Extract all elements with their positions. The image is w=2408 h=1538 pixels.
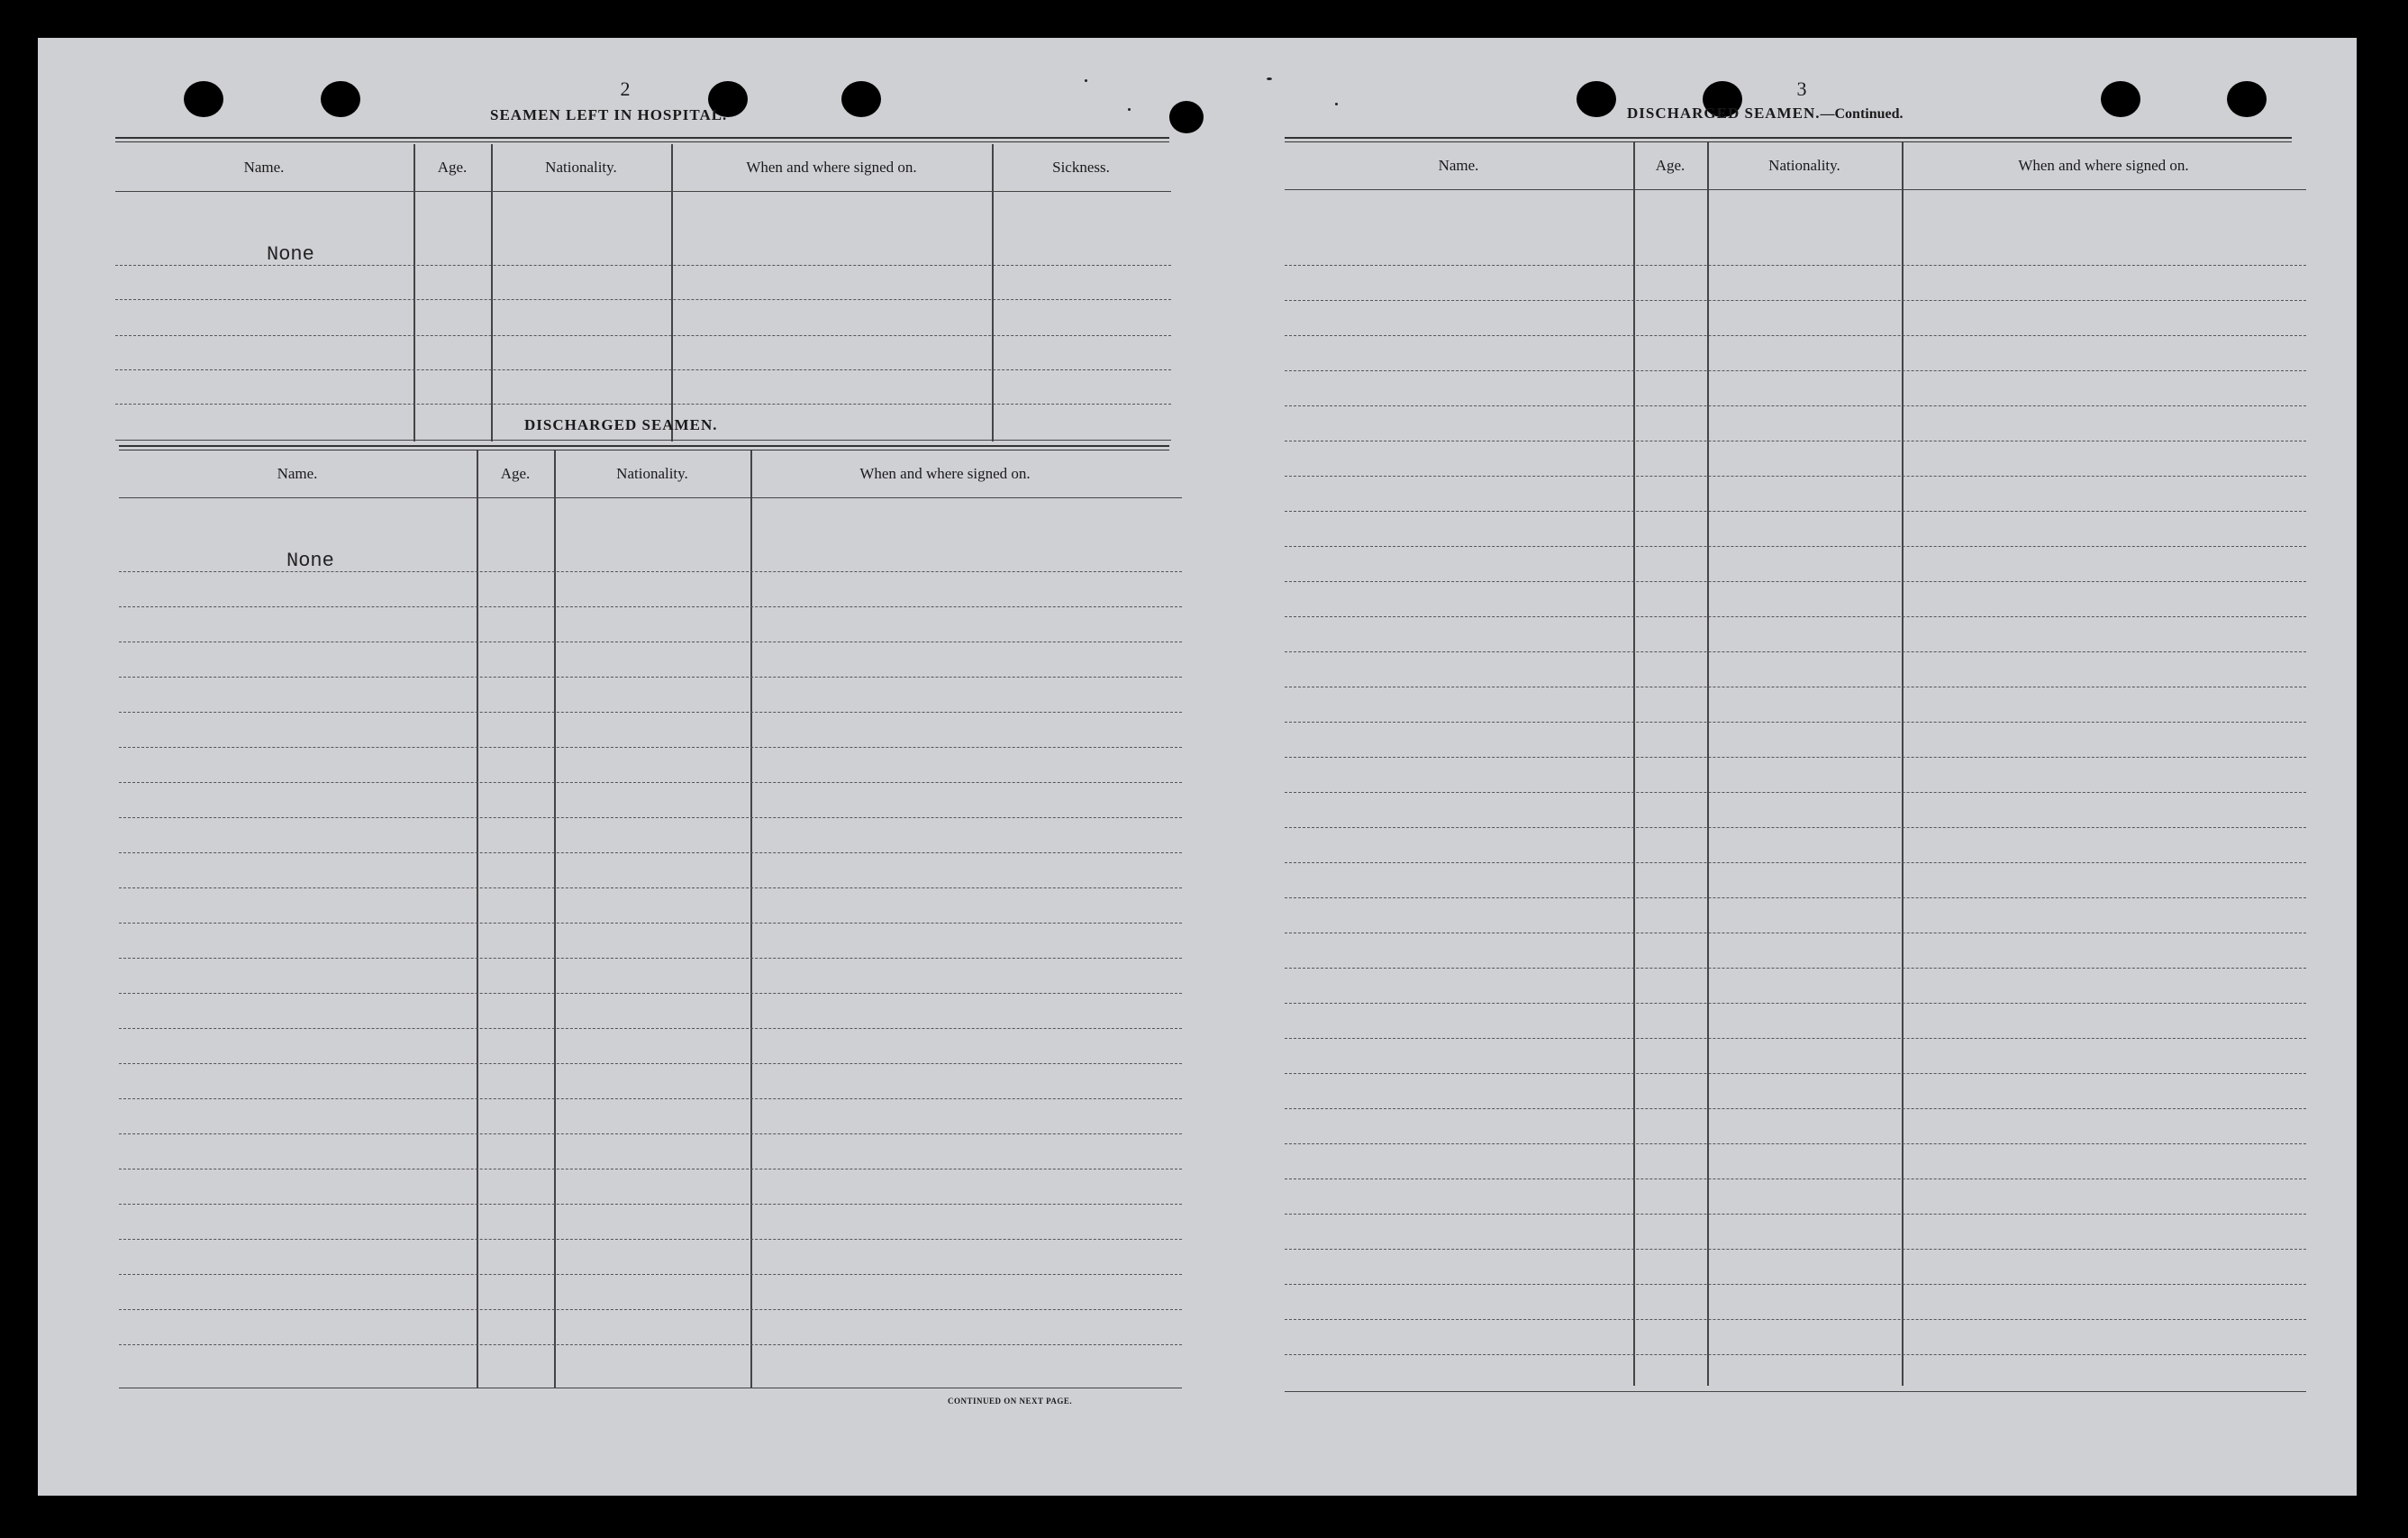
column-header-age: Age. bbox=[500, 465, 531, 482]
column-divider bbox=[1902, 142, 1904, 1386]
row-line bbox=[115, 369, 1171, 370]
column-header-signed-on: When and where signed on. bbox=[859, 465, 1031, 482]
row-line bbox=[119, 1309, 1182, 1310]
row-line bbox=[119, 1028, 1182, 1029]
row-line bbox=[1285, 405, 2306, 406]
row-line bbox=[119, 993, 1182, 994]
row-line bbox=[1285, 581, 2306, 582]
row-line bbox=[1285, 1038, 2306, 1039]
punch-hole bbox=[184, 81, 223, 117]
row-line bbox=[1285, 1108, 2306, 1109]
row-line bbox=[119, 747, 1182, 748]
discharged-table-right bbox=[1285, 142, 2306, 1395]
row-line bbox=[119, 1344, 1182, 1345]
row-line bbox=[1285, 651, 2306, 652]
row-line bbox=[119, 1239, 1182, 1240]
column-header-name: Name. bbox=[1438, 157, 1479, 174]
column-header-sickness: Sickness. bbox=[1052, 159, 1110, 176]
column-divider bbox=[1707, 142, 1709, 1386]
row-line bbox=[119, 887, 1182, 888]
speck bbox=[1085, 79, 1087, 82]
row-line bbox=[119, 712, 1182, 713]
discharged-continued-title bbox=[1627, 105, 1904, 123]
punch-hole bbox=[841, 81, 881, 117]
punch-hole bbox=[1169, 101, 1204, 133]
column-header-nationality: Nationality. bbox=[545, 159, 617, 176]
row-line bbox=[119, 571, 1182, 572]
column-divider bbox=[671, 144, 673, 441]
column-divider bbox=[1633, 142, 1635, 1386]
row-line bbox=[1285, 265, 2306, 266]
hospital-section-title: SEAMEN LEFT IN HOSPITAL. bbox=[490, 106, 728, 123]
discharged-top-rule bbox=[119, 445, 1169, 447]
continued-note: CONTINUED ON NEXT PAGE. bbox=[948, 1397, 1073, 1406]
row-line bbox=[1285, 370, 2306, 371]
speck bbox=[1335, 103, 1338, 105]
row-line bbox=[119, 1098, 1182, 1099]
row-line bbox=[1285, 1249, 2306, 1250]
row-line bbox=[1285, 335, 2306, 336]
hospital-top-rule bbox=[115, 137, 1169, 139]
column-header-name: Name. bbox=[243, 159, 285, 176]
row-line bbox=[1285, 757, 2306, 758]
row-line bbox=[1285, 546, 2306, 547]
column-header-nationality: Nationality. bbox=[1768, 157, 1840, 174]
row-line bbox=[115, 299, 1171, 300]
column-divider bbox=[992, 144, 994, 441]
column-divider bbox=[477, 450, 478, 1388]
row-line bbox=[1285, 616, 2306, 617]
row-line bbox=[119, 1133, 1182, 1134]
discharged-table-left bbox=[119, 450, 1182, 1388]
row-line bbox=[1285, 722, 2306, 723]
row-line bbox=[1285, 1143, 2306, 1144]
hospital-table bbox=[115, 144, 1171, 441]
table-bottom-rule bbox=[115, 440, 1171, 441]
row-line bbox=[1285, 1073, 2306, 1074]
column-header-signed-on: When and where signed on. bbox=[2018, 157, 2189, 174]
row-line bbox=[1285, 1284, 2306, 1285]
row-line bbox=[1285, 1319, 2306, 1320]
column-header-age: Age. bbox=[437, 159, 468, 176]
row-line bbox=[1285, 511, 2306, 512]
typed-entry: None bbox=[267, 243, 314, 266]
speck bbox=[1128, 108, 1131, 111]
row-line bbox=[119, 1274, 1182, 1275]
row-line bbox=[1285, 792, 2306, 793]
row-line bbox=[115, 404, 1171, 405]
row-line bbox=[119, 923, 1182, 924]
column-divider bbox=[491, 144, 493, 441]
row-line bbox=[119, 782, 1182, 783]
row-line bbox=[1285, 476, 2306, 477]
punch-hole bbox=[321, 81, 360, 117]
row-line bbox=[1285, 862, 2306, 863]
row-line bbox=[119, 817, 1182, 818]
punch-hole bbox=[1577, 81, 1616, 117]
discharged-section-title: DISCHARGED SEAMEN. bbox=[524, 416, 718, 433]
row-line bbox=[1285, 1214, 2306, 1215]
column-header-signed-on: When and where signed on. bbox=[746, 159, 917, 176]
column-divider bbox=[554, 450, 556, 1388]
row-line bbox=[1285, 897, 2306, 898]
row-line bbox=[115, 335, 1171, 336]
row-line bbox=[119, 677, 1182, 678]
row-line bbox=[119, 958, 1182, 959]
row-line bbox=[1285, 827, 2306, 828]
section-title-main: DISCHARGED SEAMEN. bbox=[1627, 105, 1821, 122]
row-line bbox=[119, 852, 1182, 853]
header-rule bbox=[1285, 189, 2306, 190]
row-line bbox=[1285, 1354, 2306, 1355]
punch-hole bbox=[2101, 81, 2140, 117]
speck bbox=[1267, 77, 1272, 80]
header-rule bbox=[119, 497, 1182, 498]
column-header-age: Age. bbox=[1655, 157, 1686, 174]
column-divider bbox=[413, 144, 415, 441]
page-number-left: 2 bbox=[620, 77, 631, 100]
row-line bbox=[1285, 300, 2306, 301]
row-line bbox=[119, 1063, 1182, 1064]
ledger-sheet bbox=[38, 38, 2357, 1496]
table-bottom-rule bbox=[1285, 1391, 2306, 1392]
header-rule bbox=[115, 191, 1171, 192]
column-divider bbox=[750, 450, 752, 1388]
punch-hole bbox=[2227, 81, 2267, 117]
row-line bbox=[119, 1204, 1182, 1205]
column-header-name: Name. bbox=[277, 465, 318, 482]
section-title-suffix: —Continued. bbox=[1820, 106, 1904, 122]
row-line bbox=[1285, 968, 2306, 969]
column-header-nationality: Nationality. bbox=[616, 465, 688, 482]
right-top-rule bbox=[1285, 137, 2292, 139]
row-line bbox=[119, 606, 1182, 607]
page-number-right: 3 bbox=[1796, 77, 1807, 100]
row-line bbox=[1285, 1003, 2306, 1004]
typed-entry: None bbox=[286, 550, 334, 572]
